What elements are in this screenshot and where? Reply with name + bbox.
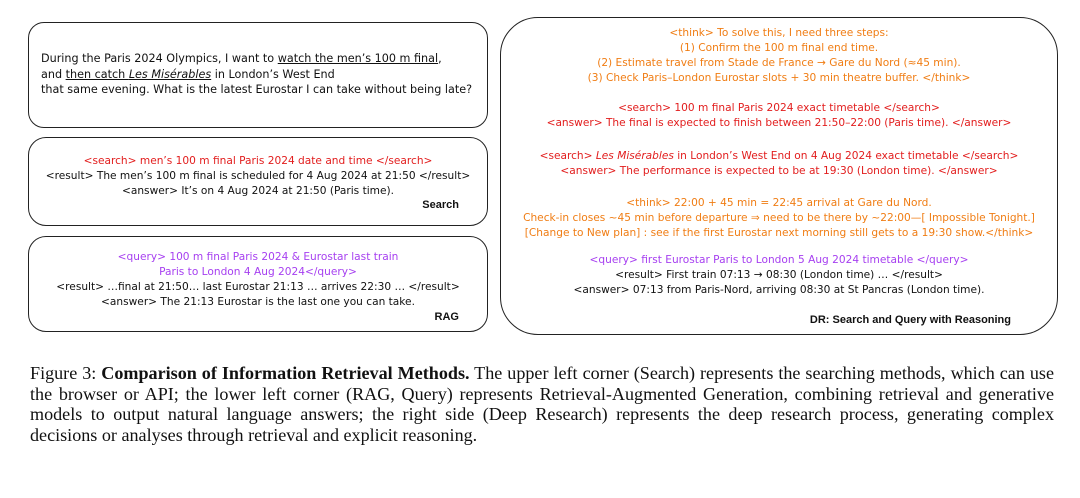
result-line: <result> …final at 21:50… last Eurostar 21:13 … arrives 22:30 … </result> xyxy=(56,281,460,293)
rag-box xyxy=(28,236,488,332)
answer-line: <answer> 07:13 from Paris-Nord, arriving 08:30 at St Pancras (London time). xyxy=(573,284,985,296)
query-line: Paris to London 4 Aug 2024</query> xyxy=(159,266,357,278)
think-line: Check-in closes ~45 min before departure ⇒ need to be there by ~22:00—[ Impossible Tonight.] xyxy=(523,212,1035,224)
think-block-2 xyxy=(501,196,1057,241)
question-part: in London’s West End xyxy=(211,67,335,81)
dr-label: DR: Search and Query with Reasoning xyxy=(809,314,1011,326)
search-line: <search> men’s 100 m final Paris 2024 date and time </search> xyxy=(83,155,433,167)
question-text xyxy=(41,51,481,98)
search-content xyxy=(29,154,487,199)
question-part: During the Paris 2024 Olympics, I want to xyxy=(41,52,278,65)
think-line: <think> 22:00 + 45 min = 22:45 arrival at Gare du Nord. xyxy=(626,197,932,209)
search-label: Search xyxy=(422,199,459,211)
question-part: , xyxy=(438,52,442,65)
search-line: <search> 100 m final Paris 2024 exact timetable </search> xyxy=(618,102,940,114)
answer-line: <answer> The final is expected to finish between 21:50–22:00 (Paris time). </answer> xyxy=(546,117,1012,129)
think-line: <think> To solve this, I need three steps: xyxy=(669,27,889,39)
question-underlined-show: then catch Les Misérables xyxy=(65,67,212,81)
caption-body: The upper left corner (Search) represents the searching methods, which can use the browser or API; the lower left corner (RAG, Query) represents Retrieval-Augmented Generation, combining retrieval and generative models to output natural language answers; the right side (Deep Research) represents the deep research process, generating complex decisions or analyses through retrieval and explicit reasoning. xyxy=(30,363,1054,445)
rag-content xyxy=(29,250,487,310)
question-part: that same evening. What is the latest Eurostar I can take without being late? xyxy=(41,83,473,96)
search-block-1 xyxy=(501,101,1057,131)
think-line: (2) Estimate travel from Stade de France → Gare du Nord (≈45 min). xyxy=(597,57,961,69)
result-line: <result> The men’s 100 m final is scheduled for 4 Aug 2024 at 21:50 </result> xyxy=(45,170,471,182)
think-block-1 xyxy=(501,26,1057,86)
think-line: [Change to New plan] : see if the first Eurostar next morning still gets to a 19:30 show.</think> xyxy=(524,227,1034,239)
rag-label: RAG xyxy=(434,311,459,323)
query-line: <query> first Eurostar Paris to London 5 Aug 2024 timetable </query> xyxy=(589,254,969,266)
caption-prefix: Figure 3: xyxy=(30,363,102,383)
question-underlined-event: watch the men’s 100 m final xyxy=(277,52,439,65)
search-box xyxy=(28,137,488,226)
query-line: <query> 100 m final Paris 2024 & Eurostar last train xyxy=(117,251,399,263)
search-block-2 xyxy=(501,149,1057,179)
result-line: <result> First train 07:13 → 08:30 (London time) … </result> xyxy=(615,269,943,281)
answer-line: <answer> It’s on 4 Aug 2024 at 21:50 (Paris time). xyxy=(121,185,395,197)
deep-research-box xyxy=(500,17,1058,335)
think-line: (1) Confirm the 100 m final end time. xyxy=(679,42,879,54)
question-part: and xyxy=(41,67,66,81)
caption-title: Comparison of Information Retrieval Methods. xyxy=(101,363,470,383)
question-box xyxy=(28,22,488,128)
figure-caption xyxy=(30,363,1054,445)
answer-line: <answer> The 21:13 Eurostar is the last one you can take. xyxy=(101,296,415,308)
think-line: (3) Check Paris–London Eurostar slots + 30 min theatre buffer. </think> xyxy=(587,72,971,84)
answer-line: <answer> The performance is expected to be at 19:30 (London time). </answer> xyxy=(560,165,998,177)
search-line: <search> Les Misérables in London’s West End on 4 Aug 2024 exact timetable </search> xyxy=(539,150,1019,162)
query-block xyxy=(501,253,1057,298)
